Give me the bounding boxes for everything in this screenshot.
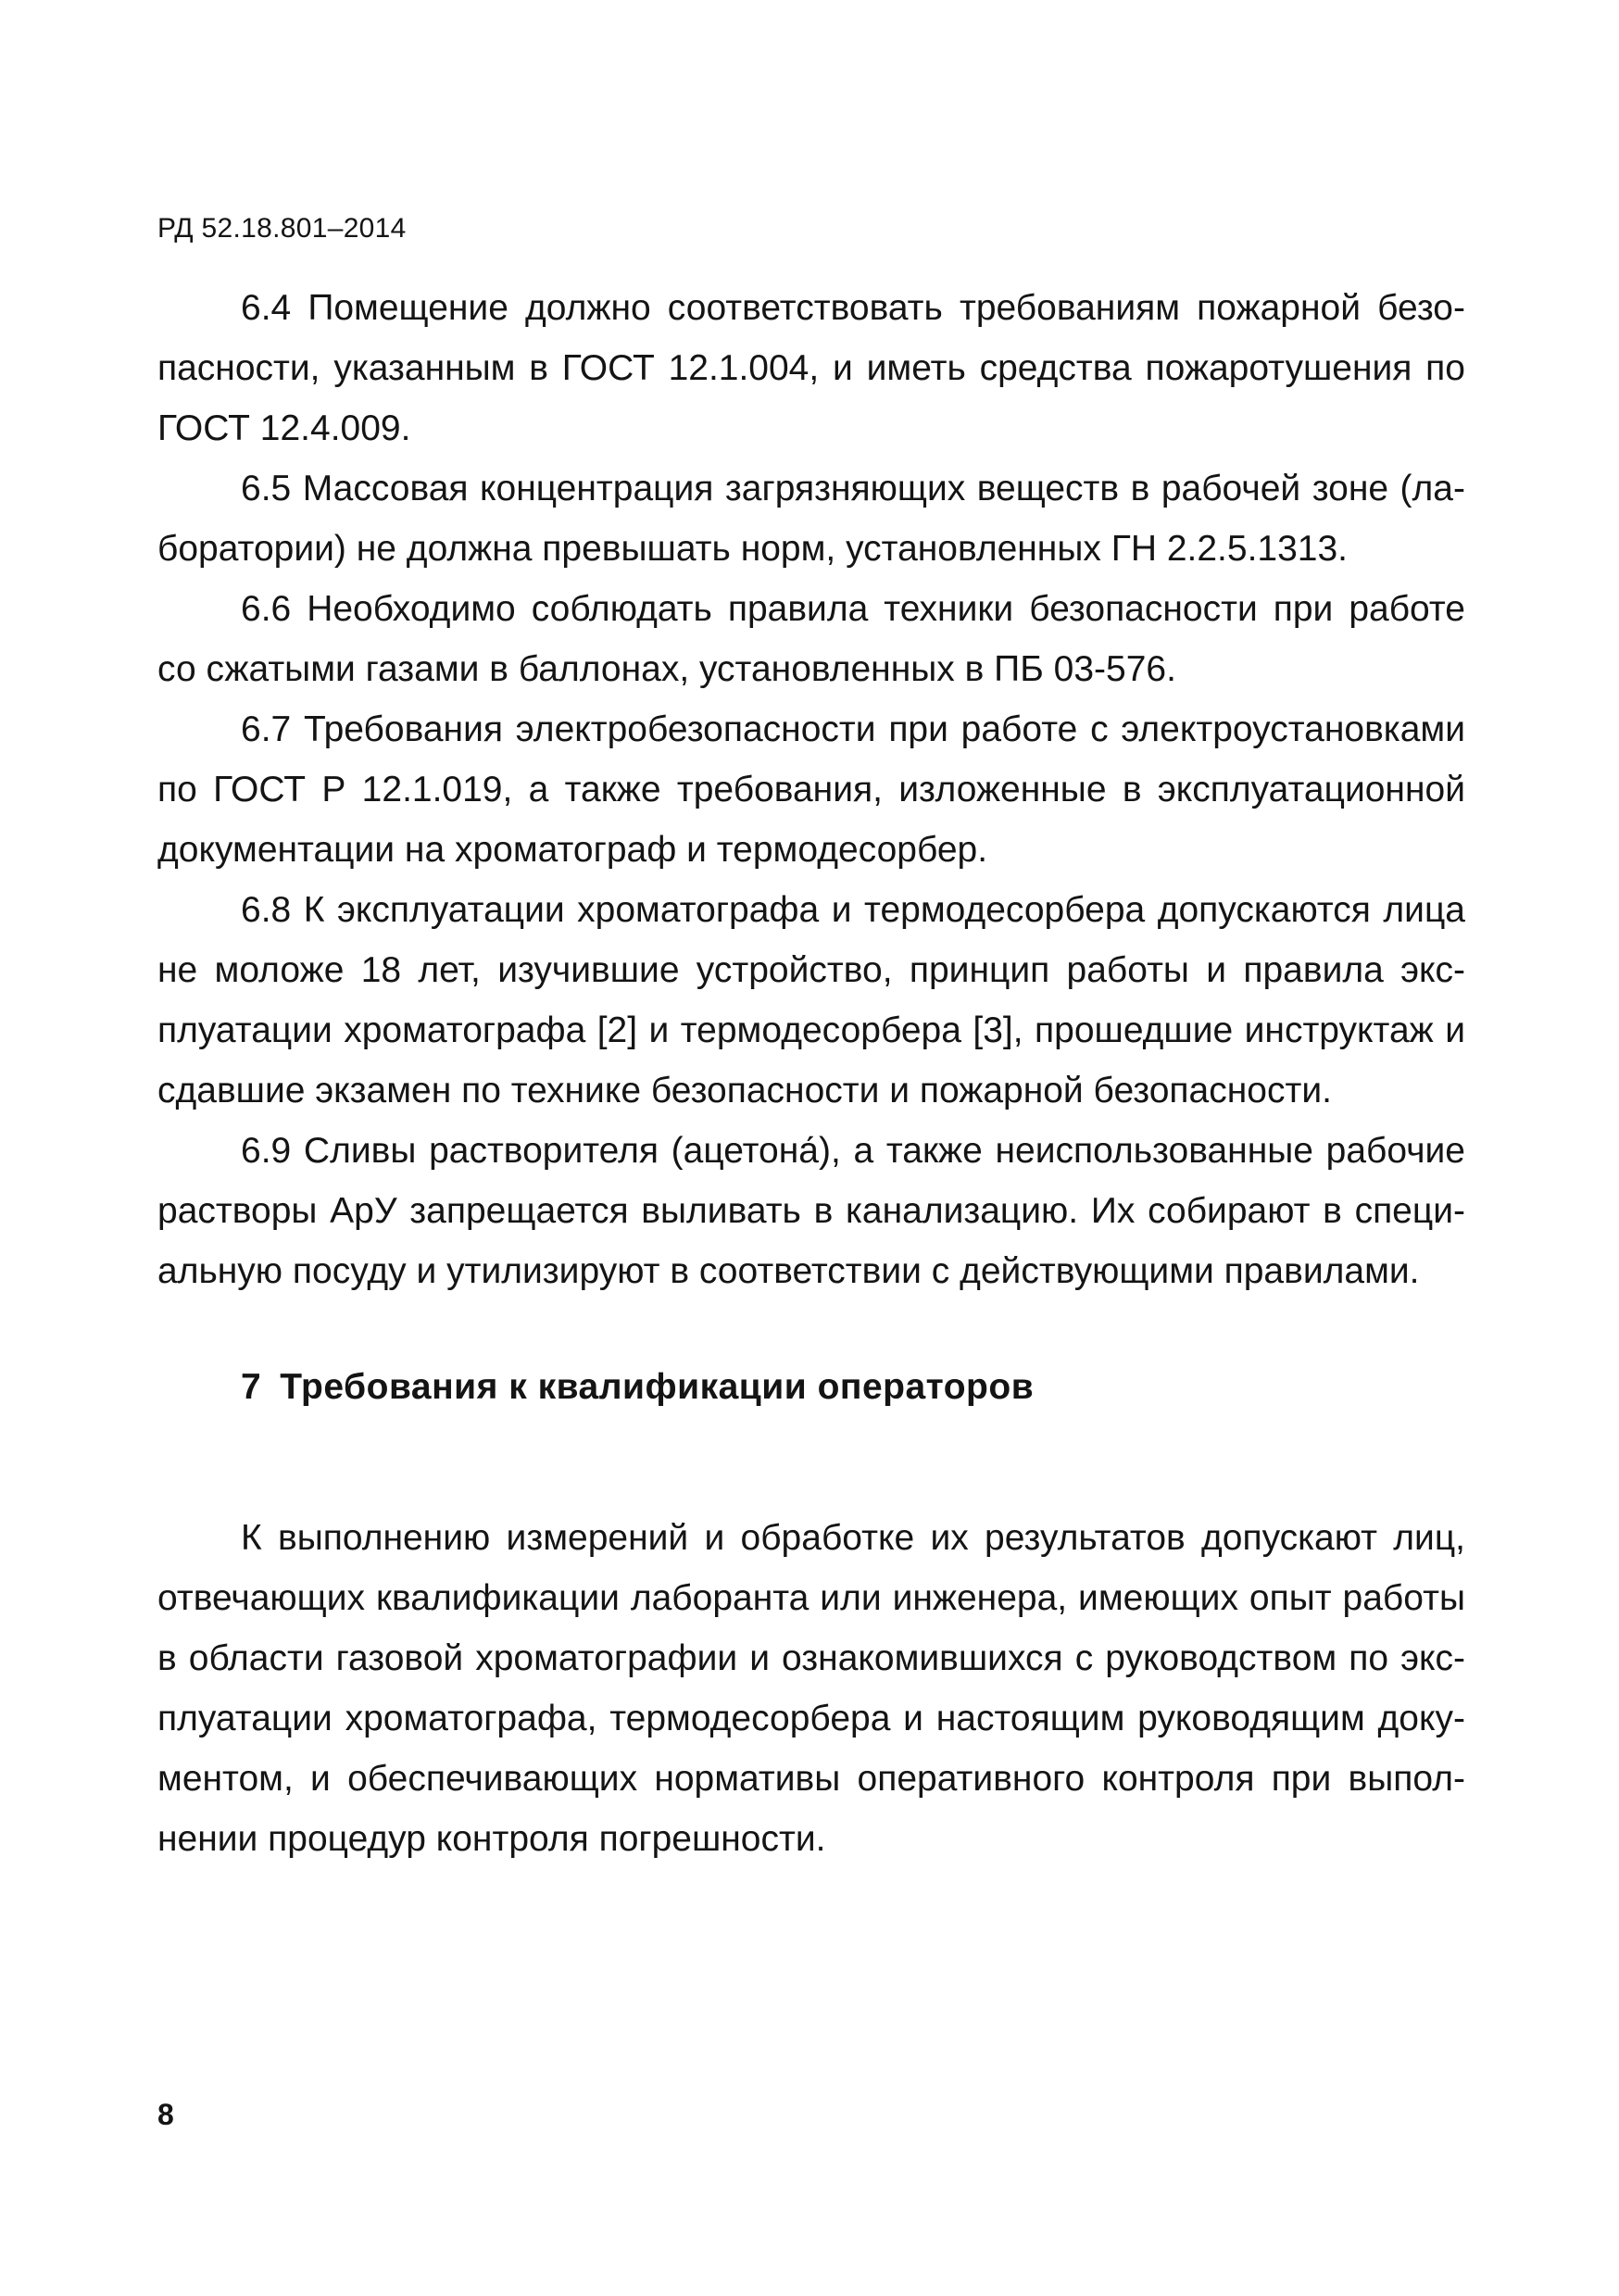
section-7-body xyxy=(157,1508,1465,1869)
page-number: 8 xyxy=(157,2098,174,2131)
paragraph-6-5: 6.5 Массовая концентрация загрязняющих веществ в рабочей зоне (лаборатории) не должна превышать норм, установленных ГН 2.2.5.1313. xyxy=(157,469,1465,569)
section-7-number: 7 xyxy=(241,1367,262,1407)
section-7-heading xyxy=(241,1367,1034,1408)
section-6-body xyxy=(157,278,1465,1301)
document-code: РД 52.18.801–2014 xyxy=(157,213,407,244)
paragraph-6-9: 6.9 Сливы растворителя (ацетона́), а также неиспользованные рабочие растворы АрУ запрещается выливать в канализацию. Их собирают в специальную посуду и утилизируют в соответствии с действующими правилами. xyxy=(157,1131,1465,1291)
paragraph-6-7: 6.7 Требования электробезопасности при работе с электроустановками по ГОСТ Р 12.1.019, а также требования, изложенные в эксплуатационной документации на хроматограф и термодесорбер. xyxy=(157,709,1465,870)
section-7-title: Требования к квалификации операторов xyxy=(280,1367,1035,1407)
paragraph-6-4: 6.4 Помещение должно соответствовать требованиям пожарной безопасности, указанным в ГОСТ 12.1.004, и иметь средства пожаротушения по ГОСТ 12.4.009. xyxy=(157,288,1465,448)
paragraph-6-8: 6.8 К эксплуатации хроматографа и термодесорбера допускаются лица не моложе 18 лет, изучившие устройство, принцип работы и правила эксплуатации хроматографа [2] и термодесорбера [3], прошедшие инструктаж и сдавшие экзамен по технике безопасности и пожарной безопасности. xyxy=(157,890,1465,1110)
paragraph-6-6: 6.6 Необходимо соблюдать правила техники безопасности при работе со сжатыми газами в баллонах, установленных в ПБ 03-576. xyxy=(157,589,1465,689)
paragraph-7: К выполнению измерений и обработке их результатов допускают лиц, отвечающих квалификации лаборанта или инженера, имеющих опыт работы в области газовой хроматографии и ознакомившихся с руководством по эксплуатации хроматографа, термодесорбера и настоящим руководящим документом, и обеспечивающих нормативы оперативного контроля при выполнении процедур контроля погрешности. xyxy=(157,1518,1465,1859)
